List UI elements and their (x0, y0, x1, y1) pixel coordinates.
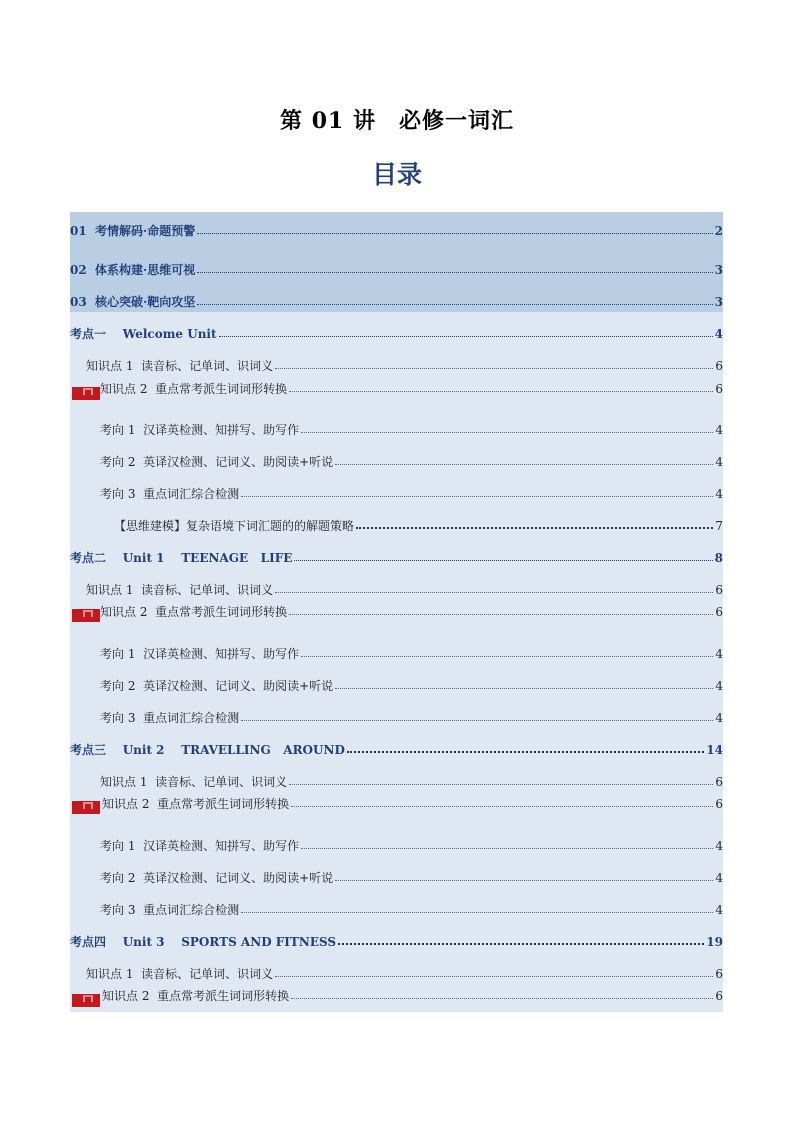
key-point-badge-icon (72, 609, 100, 622)
toc-page: 7 (715, 519, 723, 533)
toc-entry-direction-3[interactable] (100, 707, 723, 725)
toc-entry-section-02[interactable] (70, 259, 723, 277)
toc-entry-knowledge-1[interactable] (86, 579, 723, 597)
toc-label: 考点三 Unit 2 TRAVELLING AROUND (70, 743, 345, 757)
toc-label: 考向 1 汉译英检测、知拼写、助写作 (100, 839, 300, 853)
toc-label: 知识点 1 读音标、记单词、识词义 (86, 583, 274, 597)
toc-label: 考点二 Unit 1 TEENAGE LIFE (70, 551, 293, 565)
toc-entry-knowledge-2[interactable] (100, 378, 723, 396)
toc-page: 4 (715, 839, 723, 853)
dot-leader (241, 495, 713, 497)
toc-label: 知识点 2 重点常考派生词词形转换 (102, 797, 290, 811)
toc-label: 知识点 1 读音标、记单词、识词义 (86, 359, 274, 373)
dot-leader (219, 335, 713, 337)
toc-heading: 目录 (371, 160, 422, 189)
toc-page: 4 (715, 455, 723, 469)
toc-entry-section-03[interactable] (70, 291, 723, 309)
toc-label: 知识点 2 重点常考派生词词形转换 (100, 382, 288, 396)
dot-leader (347, 750, 704, 753)
toc-label: 考向 2 英译汉检测、记词义、助阅读+听说 (100, 455, 334, 469)
toc-page: 4 (715, 711, 723, 725)
toc-label: 知识点 1 读音标、记单词、识词义 (100, 775, 288, 789)
toc-entry-section-01[interactable] (70, 220, 723, 238)
toc-label: 【思维建模】复杂语境下词汇题的的解题策略 (114, 519, 355, 533)
toc-page: 14 (706, 743, 723, 757)
toc-label: 考向 1 汉译英检测、知拼写、助写作 (100, 423, 300, 437)
toc-page: 6 (715, 967, 723, 981)
toc-page: 4 (715, 423, 723, 437)
toc-entry-kaodian-3[interactable] (70, 739, 723, 757)
toc-entry-direction-1[interactable] (100, 419, 723, 437)
toc-page: 3 (714, 295, 723, 309)
toc-entry-knowledge-2[interactable] (100, 601, 723, 619)
toc-label: 考向 1 汉译英检测、知拼写、助写作 (100, 647, 300, 661)
toc-label: 知识点 2 重点常考派生词词形转换 (100, 605, 288, 619)
dot-leader (289, 390, 713, 392)
dot-leader (197, 271, 712, 273)
key-point-badge-icon (72, 387, 100, 400)
toc-page: 6 (715, 775, 723, 789)
dot-leader (197, 303, 712, 305)
toc-entry-knowledge-2[interactable] (102, 985, 723, 1003)
toc-page: 19 (706, 935, 723, 949)
toc-label: 考点一 Welcome Unit (70, 327, 217, 341)
dot-leader (241, 911, 713, 913)
toc-page: 4 (715, 871, 723, 885)
toc-page: 3 (714, 263, 723, 277)
dot-leader (289, 613, 713, 615)
dot-leader (301, 655, 713, 657)
dot-leader (291, 997, 713, 999)
toc-page: 6 (715, 382, 723, 396)
toc-label: 02 体系构建·思维可视 (70, 263, 196, 277)
toc-entry-thinking-model[interactable] (114, 515, 723, 533)
toc-page: 6 (715, 605, 723, 619)
toc-page: 4 (715, 487, 723, 501)
dot-leader (289, 783, 713, 785)
dot-leader (335, 463, 713, 465)
toc-entry-direction-1[interactable] (100, 643, 723, 661)
dot-leader (275, 591, 713, 593)
document-title: 第 01 讲 必修一词汇 (280, 108, 514, 134)
toc-page: 4 (714, 327, 723, 341)
toc-label: 考向 3 重点词汇综合检测 (100, 711, 240, 725)
toc-entry-direction-2[interactable] (100, 867, 723, 885)
dot-leader (338, 942, 704, 945)
dot-leader (291, 805, 713, 807)
toc-label: 知识点 2 重点常考派生词词形转换 (102, 989, 290, 1003)
toc-label: 01 考情解码·命题预警 (70, 224, 196, 238)
dot-leader (275, 975, 713, 977)
toc-entry-kaodian-1[interactable] (70, 323, 723, 341)
toc-entry-direction-1[interactable] (100, 835, 723, 853)
toc-page: 6 (715, 583, 723, 597)
key-point-badge-icon (72, 801, 100, 814)
toc-page: 4 (715, 647, 723, 661)
dot-leader (197, 232, 712, 234)
key-point-badge-icon (72, 994, 100, 1007)
toc-entry-knowledge-2[interactable] (102, 793, 723, 811)
toc-label: 考向 2 英译汉检测、记词义、助阅读+听说 (100, 871, 334, 885)
toc-label: 考点四 Unit 3 SPORTS AND FITNESS (70, 935, 337, 949)
dot-leader (301, 847, 713, 849)
dot-leader (356, 526, 713, 529)
toc-entry-kaodian-4[interactable] (70, 931, 723, 949)
toc-label: 考向 3 重点词汇综合检测 (100, 487, 240, 501)
dot-leader (294, 559, 712, 561)
toc-label: 考向 2 英译汉检测、记词义、助阅读+听说 (100, 679, 334, 693)
toc-page: 2 (714, 224, 723, 238)
toc-entry-direction-3[interactable] (100, 899, 723, 917)
toc-label: 03 核心突破·靶向攻坚 (70, 295, 196, 309)
toc-page: 6 (715, 359, 723, 373)
toc-label: 考向 3 重点词汇综合检测 (100, 903, 240, 917)
toc-page: 8 (714, 551, 723, 565)
toc-entry-direction-3[interactable] (100, 483, 723, 501)
toc-entry-knowledge-1[interactable] (86, 355, 723, 373)
dot-leader (301, 431, 713, 433)
toc-entry-knowledge-1[interactable] (100, 771, 723, 789)
toc-entry-direction-2[interactable] (100, 451, 723, 469)
dot-leader (335, 687, 713, 689)
toc-entry-knowledge-1[interactable] (86, 963, 723, 981)
toc-label: 知识点 1 读音标、记单词、识词义 (86, 967, 274, 981)
toc-entry-direction-2[interactable] (100, 675, 723, 693)
toc-entry-kaodian-2[interactable] (70, 547, 723, 565)
dot-leader (241, 719, 713, 721)
table-of-contents (70, 212, 723, 1012)
dot-leader (275, 367, 713, 369)
dot-leader (335, 879, 713, 881)
toc-page: 4 (715, 903, 723, 917)
toc-page: 4 (715, 679, 723, 693)
toc-page: 6 (715, 797, 723, 811)
toc-page: 6 (715, 989, 723, 1003)
